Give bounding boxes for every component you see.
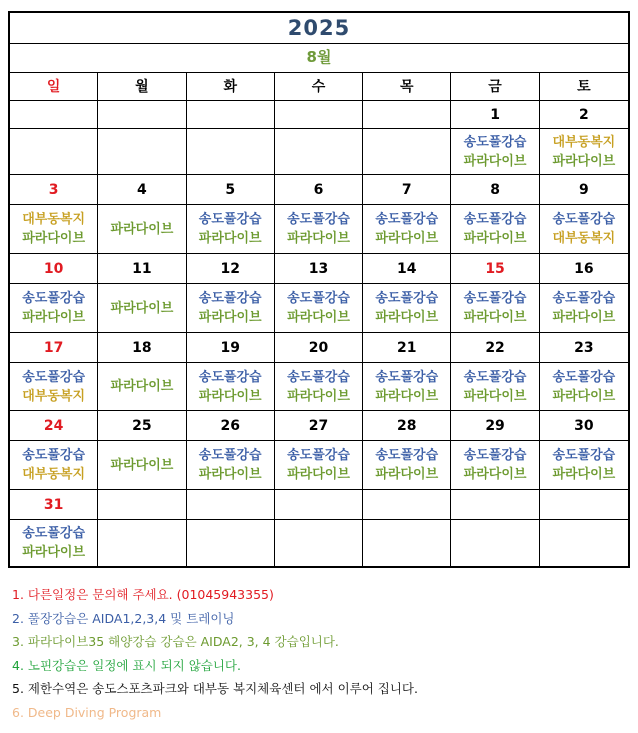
event-para: 파라다이브 — [463, 153, 527, 169]
weekday-label: 토 — [577, 79, 591, 95]
day-number-cell — [540, 411, 628, 441]
weekday-label: 수 — [311, 79, 326, 95]
event-para: 파라다이브 — [552, 310, 616, 325]
event-songdo: 송도풀강습 — [463, 369, 527, 385]
day-number: 23 — [574, 339, 594, 356]
weekday-header — [187, 72, 275, 101]
event-songdo: 송도풀강습 — [552, 448, 616, 463]
event-songdo: 송도풀강습 — [375, 291, 439, 306]
day-events-cell — [451, 129, 539, 175]
event-para: 파라다이브 — [22, 545, 86, 560]
day-number: 11 — [132, 260, 152, 277]
day-number: 15 — [485, 260, 505, 277]
weekday-header — [363, 72, 451, 101]
event-para: 파라다이브 — [287, 388, 350, 404]
day-events-cell — [275, 363, 363, 411]
day-events-cell — [363, 520, 451, 566]
event-songdo: 송도풀강습 — [375, 212, 439, 227]
event-para: 파라다이브 — [463, 467, 527, 482]
event-daebu: 대부동복지 — [22, 388, 86, 404]
day-number: 13 — [308, 260, 329, 277]
day-number-cell — [187, 175, 275, 205]
weekday-label: 월 — [135, 79, 149, 95]
day-number-cell — [187, 490, 275, 520]
notes-list — [12, 583, 622, 724]
day-events-cell — [10, 205, 98, 254]
event-songdo: 송도풀강습 — [22, 369, 86, 385]
day-events-cell — [363, 441, 451, 490]
day-events-cell — [363, 129, 451, 175]
day-events-cell — [187, 129, 275, 175]
day-number-cell — [10, 333, 98, 363]
day-number: 20 — [308, 339, 329, 356]
note-item: 1. 다른일정은 문의해 주세요. (01045943355) — [12, 587, 274, 602]
day-number-cell — [275, 101, 363, 129]
day-events-cell — [187, 284, 275, 333]
day-events-cell — [10, 284, 98, 333]
day-number-cell — [98, 333, 186, 363]
day-number-cell — [451, 411, 539, 441]
day-number: 24 — [43, 417, 64, 434]
day-number-cell — [98, 411, 186, 441]
day-events-cell — [187, 441, 275, 490]
day-events-cell — [275, 205, 363, 254]
weekday-label: 금 — [488, 79, 502, 95]
day-events-cell — [451, 284, 539, 333]
day-number-cell — [10, 411, 98, 441]
day-number-cell — [275, 175, 363, 205]
event-songdo: 송도풀강습 — [198, 448, 262, 463]
event-songdo: 송도풀강습 — [552, 291, 616, 306]
event-para: 파라다이브 — [110, 300, 174, 316]
event-songdo: 송도풀강습 — [287, 291, 350, 306]
day-number-cell — [540, 175, 628, 205]
weekday-header — [540, 72, 628, 101]
weekday-header — [275, 72, 363, 101]
day-number-cell — [10, 490, 98, 520]
event-daebu: 대부동복지 — [552, 134, 616, 150]
day-events-cell — [98, 520, 186, 566]
day-number: 12 — [220, 260, 240, 277]
event-para: 파라다이브 — [22, 231, 86, 246]
event-daebu: 대부동복지 — [22, 467, 86, 482]
day-number-cell — [187, 411, 275, 441]
event-songdo: 송도풀강습 — [22, 526, 86, 541]
weekday-header — [98, 72, 186, 101]
day-events-cell — [187, 363, 275, 411]
event-para: 파라다이브 — [198, 231, 262, 246]
day-events-cell — [98, 441, 186, 490]
note-item: 3. 파라다이브35 해양강습 강습은 AIDA2, 3, 4 강습입니다. — [12, 634, 339, 649]
day-events-cell — [10, 129, 98, 175]
day-number: 30 — [574, 417, 594, 434]
day-number: 6 — [313, 181, 324, 198]
day-number-cell — [98, 490, 186, 520]
day-number: 28 — [397, 417, 417, 434]
day-number-cell — [363, 490, 451, 520]
event-songdo: 송도풀강습 — [287, 369, 350, 385]
day-events-cell — [187, 520, 275, 566]
event-songdo: 송도풀강습 — [463, 448, 527, 463]
day-number-cell — [10, 101, 98, 129]
day-number-cell — [451, 490, 539, 520]
day-number-cell — [363, 101, 451, 129]
day-events-cell — [10, 441, 98, 490]
day-number: 18 — [132, 339, 152, 356]
day-events-cell — [275, 284, 363, 333]
day-number-cell — [275, 333, 363, 363]
day-events-cell — [451, 363, 539, 411]
weekday-label: 목 — [400, 79, 414, 95]
event-songdo: 송도풀강습 — [198, 291, 262, 306]
day-events-cell — [451, 441, 539, 490]
day-number: 29 — [485, 417, 505, 434]
event-daebu: 대부동복지 — [552, 231, 616, 246]
day-number-cell — [451, 101, 539, 129]
weekday-label: 일 — [46, 79, 61, 95]
day-number: 19 — [220, 339, 240, 356]
event-songdo: 송도풀강습 — [552, 212, 616, 227]
day-number: 4 — [137, 181, 147, 198]
day-number-cell — [540, 490, 628, 520]
note-item: 2. 풀장강습은 AIDA1,2,3,4 및 트레이닝 — [12, 610, 235, 626]
day-number: 5 — [225, 181, 236, 198]
day-number-cell — [10, 175, 98, 205]
day-number-cell — [540, 254, 628, 284]
day-events-cell — [98, 129, 186, 175]
event-songdo: 송도풀강습 — [22, 291, 86, 306]
day-number: 16 — [574, 260, 594, 277]
event-para: 파라다이브 — [110, 457, 174, 473]
day-number: 7 — [401, 181, 412, 198]
day-events-cell — [540, 520, 628, 566]
day-number-cell — [275, 254, 363, 284]
event-songdo: 송도풀강습 — [375, 448, 439, 463]
event-para: 파라다이브 — [375, 310, 439, 325]
day-events-cell — [98, 363, 186, 411]
day-events-cell — [98, 205, 186, 254]
calendar — [8, 11, 630, 568]
day-events-cell — [540, 284, 628, 333]
day-number: 14 — [397, 260, 417, 277]
day-events-cell — [10, 520, 98, 566]
day-events-cell — [363, 205, 451, 254]
day-events-cell — [275, 129, 363, 175]
event-para: 파라다이브 — [463, 231, 527, 246]
day-number-cell — [98, 254, 186, 284]
event-para: 파라다이브 — [552, 153, 616, 169]
day-events-cell — [98, 284, 186, 333]
event-para: 파라다이브 — [198, 388, 262, 404]
day-number-cell — [275, 411, 363, 441]
event-para: 파라다이브 — [110, 221, 174, 237]
event-para: 파라다이브 — [198, 467, 262, 482]
weekday-header — [10, 72, 98, 101]
day-number: 10 — [43, 260, 64, 277]
event-para: 파라다이브 — [552, 388, 616, 404]
day-number-cell — [98, 175, 186, 205]
event-para: 파라다이브 — [198, 310, 262, 325]
event-para: 파라다이브 — [110, 379, 174, 394]
event-songdo: 송도풀강습 — [463, 134, 527, 150]
event-para: 파라다이브 — [552, 467, 616, 482]
event-songdo: 송도풀강습 — [552, 369, 616, 385]
event-para: 파라다이브 — [287, 310, 350, 325]
day-number-cell — [363, 175, 451, 205]
event-songdo: 송도풀강습 — [463, 212, 527, 227]
day-events-cell — [187, 205, 275, 254]
day-number: 21 — [397, 339, 417, 356]
day-events-cell — [540, 205, 628, 254]
calendar-grid — [10, 72, 628, 566]
day-number: 3 — [48, 181, 59, 198]
day-events-cell — [363, 284, 451, 333]
event-para: 파라다이브 — [287, 467, 350, 482]
weekday-header — [451, 72, 539, 101]
day-number: 9 — [578, 181, 589, 198]
day-number-cell — [451, 254, 539, 284]
day-number: 22 — [485, 339, 505, 356]
day-events-cell — [275, 441, 363, 490]
event-para: 파라다이브 — [22, 310, 86, 325]
day-events-cell — [275, 520, 363, 566]
day-number-cell — [451, 175, 539, 205]
event-daebu: 대부동복지 — [22, 212, 86, 227]
day-events-cell — [451, 205, 539, 254]
day-events-cell — [540, 441, 628, 490]
event-songdo: 송도풀강습 — [375, 369, 439, 385]
day-number-cell — [540, 333, 628, 363]
calendar-month: 8월 — [10, 43, 628, 73]
day-number: 31 — [43, 496, 64, 513]
calendar-year: 2025 — [10, 13, 628, 44]
day-number: 17 — [43, 339, 64, 356]
day-events-cell — [540, 363, 628, 411]
day-number: 26 — [220, 417, 240, 434]
day-events-cell — [10, 363, 98, 411]
day-number-cell — [363, 333, 451, 363]
event-para: 파라다이브 — [463, 310, 527, 325]
day-number: 8 — [490, 181, 500, 198]
event-songdo: 송도풀강습 — [198, 212, 262, 227]
event-para: 파라다이브 — [375, 388, 439, 404]
day-number-cell — [540, 101, 628, 129]
event-para: 파라다이브 — [375, 467, 439, 482]
day-events-cell — [540, 129, 628, 175]
day-number-cell — [363, 254, 451, 284]
weekday-label: 화 — [223, 79, 237, 95]
event-songdo: 송도풀강습 — [198, 369, 262, 385]
day-number-cell — [451, 333, 539, 363]
event-songdo: 송도풀강습 — [287, 212, 350, 227]
day-number-cell — [10, 254, 98, 284]
event-para: 파라다이브 — [375, 231, 439, 246]
day-number-cell — [187, 333, 275, 363]
day-number-cell — [363, 411, 451, 441]
event-para: 파라다이브 — [287, 231, 350, 246]
note-item: 6. Deep Diving Program — [12, 704, 162, 720]
day-number: 1 — [490, 106, 500, 123]
event-songdo: 송도풀강습 — [463, 291, 527, 306]
day-events-cell — [363, 363, 451, 411]
day-number: 27 — [308, 417, 329, 434]
event-songdo: 송도풀강습 — [22, 448, 86, 463]
day-number-cell — [98, 101, 186, 129]
day-number: 2 — [578, 106, 589, 123]
note-item: 4. 노핀강습은 일정에 표시 되지 않습니다. — [12, 657, 241, 673]
day-number: 25 — [132, 417, 152, 434]
event-songdo: 송도풀강습 — [287, 448, 350, 463]
day-number-cell — [187, 101, 275, 129]
day-number-cell — [275, 490, 363, 520]
event-para: 파라다이브 — [463, 388, 527, 404]
note-item: 5. 제한수역은 송도스포츠파크와 대부동 복지체육센터 에서 이루어 집니다. — [12, 681, 418, 696]
day-number-cell — [187, 254, 275, 284]
day-events-cell — [451, 520, 539, 566]
